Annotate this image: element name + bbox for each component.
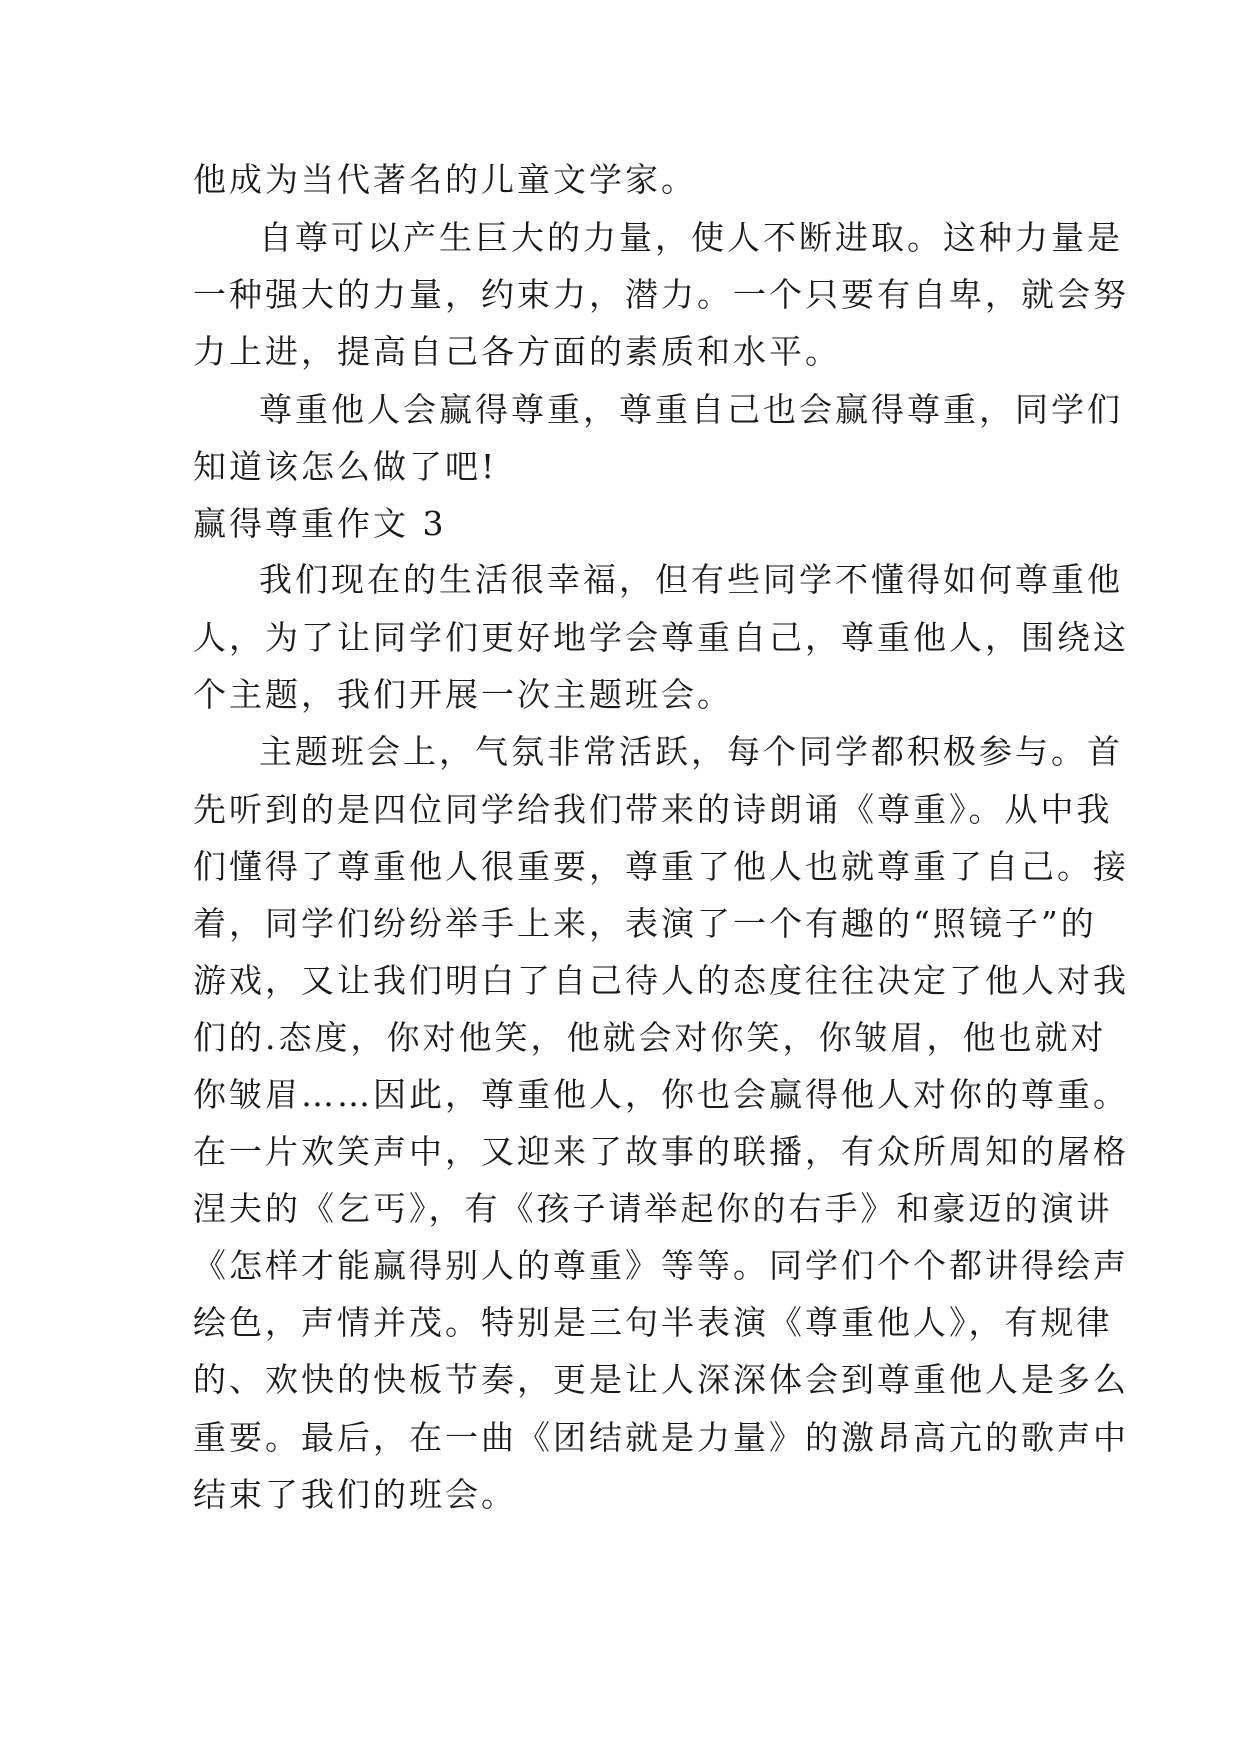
text-line: 主题班会上，气氛非常活跃，每个同学都积极参与。首 bbox=[259, 732, 1123, 771]
text-line: 你皱眉……因此，尊重他人，你也会赢得他人对你的尊重。 bbox=[193, 1075, 1129, 1114]
text-line: 我们现在的生活很幸福，但有些同学不懂得如何尊重他 bbox=[259, 560, 1123, 599]
text-line: 先听到的是四位同学给我们带来的诗朗诵《尊重》。从中我 bbox=[193, 790, 1113, 829]
text-line: 的、欢快的快板节奏，更是让人深深体会到尊重他人是多么 bbox=[193, 1360, 1129, 1399]
text-line: 结束了我们的班会。 bbox=[193, 1475, 517, 1514]
text-line: 人，为了让同学们更好地学会尊重自己，尊重他人，围绕这 bbox=[193, 618, 1129, 657]
text-line: 游戏，又让我们明白了自己待人的态度往往决定了他人对我 bbox=[193, 961, 1129, 1000]
text-line: 重要。最后，在一曲《团结就是力量》的激昂高亢的歌声中 bbox=[193, 1418, 1129, 1457]
text-line: 着，同学们纷纷举手上来，表演了一个有趣的“照镜子”的 bbox=[193, 904, 1097, 943]
text-line: 在一片欢笑声中，又迎来了故事的联播，有众所周知的屠格 bbox=[193, 1132, 1129, 1171]
text-line: 绘色，声情并茂。特别是三句半表演《尊重他人》，有规律 bbox=[193, 1303, 1113, 1342]
text-line: 力上进，提高自己各方面的素质和水平。 bbox=[193, 332, 841, 371]
text-line: 涅夫的《乞丐》，有《孩子请举起你的右手》和豪迈的演讲 bbox=[193, 1189, 1113, 1228]
text-line: 们的.态度，你对他笑，他就会对你笑，你皱眉，他也就对 bbox=[193, 1018, 1107, 1057]
text-line: 知道该怎么做了吧! bbox=[193, 447, 498, 486]
text-line: 《怎样才能赢得别人的尊重》等等。同学们个个都讲得绘声 bbox=[193, 1246, 1129, 1285]
text-line: 自尊可以产生巨大的力量，使人不断进取。这种力量是 bbox=[259, 218, 1123, 257]
text-line: 他成为当代著名的儿童文学家。 bbox=[193, 160, 697, 199]
text-line: 们懂得了尊重他人很重要，尊重了他人也就尊重了自己。接 bbox=[193, 847, 1129, 886]
text-line: 个主题，我们开展一次主题班会。 bbox=[193, 675, 733, 714]
section-heading: 赢得尊重作文 3 bbox=[193, 504, 447, 543]
text-line: 一种强大的力量，约束力，潜力。一个只要有自卑，就会努 bbox=[193, 275, 1129, 314]
text-line: 尊重他人会赢得尊重，尊重自己也会赢得尊重，同学们 bbox=[259, 390, 1123, 429]
